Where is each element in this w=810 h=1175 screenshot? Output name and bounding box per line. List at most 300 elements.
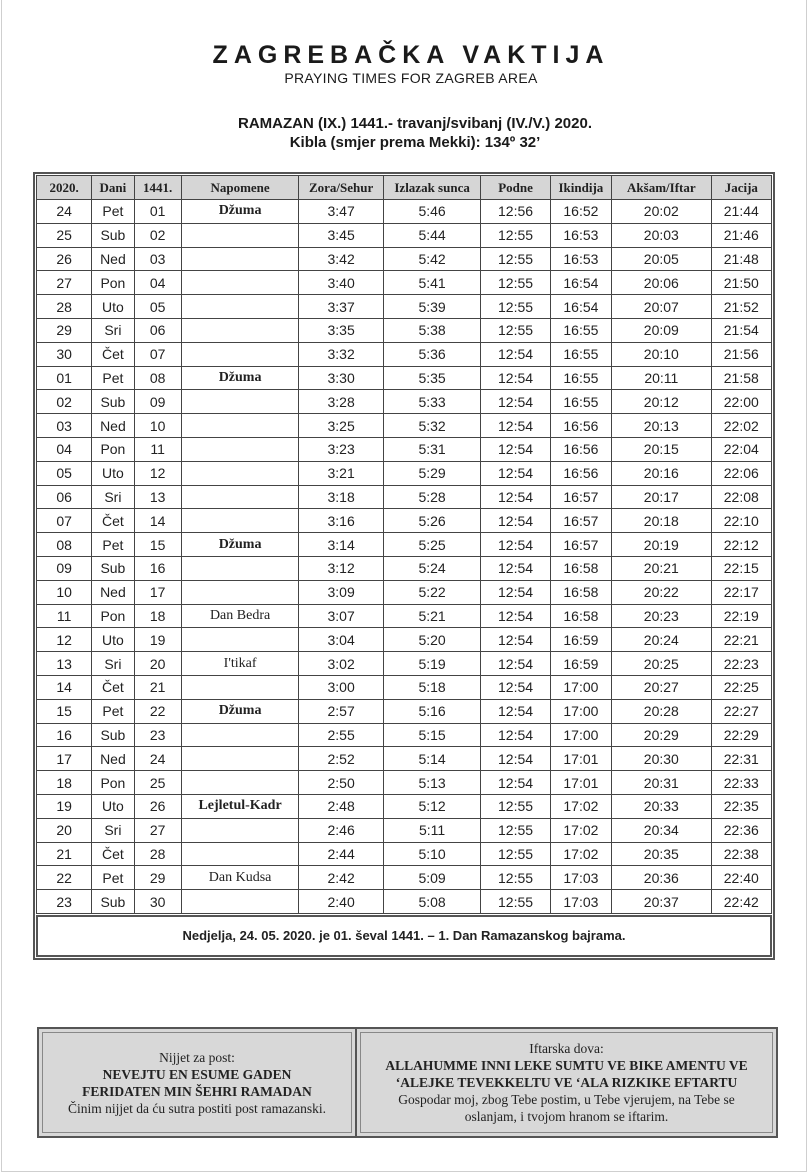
cell-asr: 16:58 [550,556,611,580]
cell-dhuhr: 12:55 [481,271,550,295]
cell-dhuhr: 12:54 [481,437,550,461]
cell-maghrib: 20:36 [612,866,712,890]
cell-isha: 22:06 [711,461,771,485]
column-header-note: Napomene [181,176,299,200]
cell-date-gregorian: 22 [37,866,92,890]
table-row [37,723,772,747]
cell-date-hijri: 21 [134,675,181,699]
cell-asr: 16:57 [550,509,611,533]
cell-maghrib: 20:27 [612,675,712,699]
cell-fajr: 3:14 [299,533,383,557]
table-row [37,580,772,604]
nijjet-arabic-line-2: FERIDATEN MIN ŠEHRI RAMADAN [82,1083,312,1099]
cell-maghrib: 20:06 [612,271,712,295]
qibla-direction: Kibla (smjer prema Mekki): 134º 32’ [289,134,541,151]
cell-asr: 16:56 [550,437,611,461]
cell-date-hijri: 01 [134,200,181,224]
cell-note [181,842,299,866]
cell-fajr: 2:44 [299,842,383,866]
cell-note [181,771,299,795]
page-subtitle: PRAYING TIMES FOR ZAGREB AREA [284,70,538,86]
cell-isha: 22:00 [711,390,771,414]
cell-date-hijri: 20 [134,652,181,676]
cell-fajr: 3:09 [299,580,383,604]
cell-day: Čet [92,342,134,366]
cell-isha: 22:08 [711,485,771,509]
cell-note [181,818,299,842]
cell-dhuhr: 12:54 [481,652,550,676]
nijjet-arabic-line-1: NEVEJTU EN ESUME GADEN [102,1066,292,1082]
iftar-dova-panel [357,1029,776,1136]
cell-date-hijri: 09 [134,390,181,414]
cell-date-hijri: 13 [134,485,181,509]
cell-fajr: 3:07 [299,604,383,628]
table-row [37,390,772,414]
cell-fajr: 2:50 [299,771,383,795]
cell-sunrise: 5:41 [383,271,481,295]
cell-date-gregorian: 21 [37,842,92,866]
cell-date-gregorian: 12 [37,628,92,652]
cell-asr: 16:55 [550,366,611,390]
cell-isha: 22:17 [711,580,771,604]
cell-sunrise: 5:46 [383,200,481,224]
table-row [37,533,772,557]
cell-maghrib: 20:17 [612,485,712,509]
cell-fajr: 3:40 [299,271,383,295]
cell-fajr: 3:23 [299,437,383,461]
cell-maghrib: 20:16 [612,461,712,485]
table-row [37,652,772,676]
cell-day: Uto [92,295,134,319]
cell-note [181,723,299,747]
cell-sunrise: 5:09 [383,866,481,890]
cell-maghrib: 20:34 [612,818,712,842]
column-header-asr: Ikindija [550,176,611,200]
table-row [37,485,772,509]
cell-maghrib: 20:35 [612,842,712,866]
cell-sunrise: 5:35 [383,366,481,390]
cell-date-hijri: 10 [134,414,181,438]
cell-date-gregorian: 17 [37,747,92,771]
cell-asr: 17:00 [550,675,611,699]
cell-day: Pon [92,271,134,295]
column-header-date-hijri: 1441. [134,176,181,200]
cell-day: Sub [92,890,134,914]
cell-isha: 21:44 [711,200,771,224]
cell-fajr: 3:16 [299,509,383,533]
cell-date-hijri: 17 [134,580,181,604]
column-header-sunrise: Izlazak sunca [383,176,481,200]
table-row [37,200,772,224]
cell-maghrib: 20:30 [612,747,712,771]
cell-maghrib: 20:28 [612,699,712,723]
bajram-note: Nedjelja, 24. 05. 2020. je 01. ševal 1441. – 1. Dan Ramazanskog bajrama. [36,915,772,957]
cell-fajr: 2:42 [299,866,383,890]
cell-dhuhr: 12:54 [481,461,550,485]
cell-sunrise: 5:11 [383,818,481,842]
iftar-label: Iftarska dova: [529,1041,604,1056]
cell-day: Pet [92,366,134,390]
cell-isha: 22:33 [711,771,771,795]
cell-maghrib: 20:33 [612,794,712,818]
iftar-arabic-line-1: ALLAHUMME INNI LEKE SUMTU VE BIKE AMENTU VE [385,1058,748,1073]
cell-date-gregorian: 10 [37,580,92,604]
cell-note: Dan Bedra [181,604,299,628]
table-row [37,461,772,485]
nijjet-label: Nijjet za post: [159,1049,235,1065]
cell-date-gregorian: 15 [37,699,92,723]
cell-note [181,890,299,914]
cell-fajr: 2:55 [299,723,383,747]
table-row [37,366,772,390]
cell-fajr: 3:21 [299,461,383,485]
cell-asr: 17:00 [550,699,611,723]
cell-date-hijri: 05 [134,295,181,319]
cell-date-hijri: 06 [134,318,181,342]
cell-note [181,271,299,295]
cell-asr: 17:03 [550,890,611,914]
cell-asr: 16:52 [550,200,611,224]
cell-date-hijri: 24 [134,747,181,771]
cell-fajr: 2:46 [299,818,383,842]
cell-sunrise: 5:16 [383,699,481,723]
cell-maghrib: 20:25 [612,652,712,676]
table-row [37,675,772,699]
column-header-fajr: Zora/Sehur [299,176,383,200]
cell-maghrib: 20:10 [612,342,712,366]
cell-sunrise: 5:18 [383,675,481,699]
cell-isha: 21:52 [711,295,771,319]
cell-note: Dan Kudsa [181,866,299,890]
table-row [37,342,772,366]
table-row [37,247,772,271]
cell-day: Sri [92,818,134,842]
cell-date-gregorian: 19 [37,794,92,818]
column-header-day: Dani [92,176,134,200]
cell-isha: 21:46 [711,223,771,247]
cell-note [181,437,299,461]
cell-note [181,580,299,604]
cell-dhuhr: 12:55 [481,866,550,890]
cell-day: Sri [92,652,134,676]
cell-day: Pon [92,604,134,628]
cell-fajr: 3:30 [299,366,383,390]
cell-date-gregorian: 11 [37,604,92,628]
cell-day: Sri [92,485,134,509]
cell-isha: 22:29 [711,723,771,747]
cell-dhuhr: 12:54 [481,390,550,414]
cell-date-gregorian: 18 [37,771,92,795]
cell-note: Džuma [181,366,299,390]
cell-asr: 16:56 [550,461,611,485]
cell-note: I'tikaf [181,652,299,676]
cell-dhuhr: 12:55 [481,295,550,319]
cell-isha: 22:19 [711,604,771,628]
cell-sunrise: 5:38 [383,318,481,342]
table-row [37,271,772,295]
ramadan-info [0,114,810,152]
cell-day: Pet [92,866,134,890]
cell-asr: 16:55 [550,342,611,366]
page-title: ZAGREBAČKA VAKTIJA [212,41,610,69]
cell-maghrib: 20:18 [612,509,712,533]
prayer-times-table-container [33,172,775,960]
cell-maghrib: 20:31 [612,771,712,795]
cell-isha: 22:25 [711,675,771,699]
cell-asr: 17:01 [550,771,611,795]
cell-date-hijri: 29 [134,866,181,890]
cell-date-gregorian: 02 [37,390,92,414]
table-row [37,628,772,652]
cell-day: Uto [92,461,134,485]
cell-fajr: 3:18 [299,485,383,509]
cell-isha: 22:35 [711,794,771,818]
table-row [37,318,772,342]
cell-sunrise: 5:25 [383,533,481,557]
cell-sunrise: 5:20 [383,628,481,652]
table-row [37,771,772,795]
cell-date-hijri: 02 [134,223,181,247]
cell-fajr: 2:40 [299,890,383,914]
cell-isha: 22:02 [711,414,771,438]
cell-isha: 21:58 [711,366,771,390]
cell-dhuhr: 12:54 [481,747,550,771]
cell-date-gregorian: 24 [37,200,92,224]
cell-dhuhr: 12:55 [481,794,550,818]
cell-day: Pet [92,699,134,723]
cell-sunrise: 5:26 [383,509,481,533]
prayer-times-table [36,175,772,914]
cell-day: Čet [92,842,134,866]
cell-dhuhr: 12:54 [481,509,550,533]
table-row [37,223,772,247]
nijjet-translation: Činim nijjet da ću sutra postiti post ramazanski. [68,1100,326,1116]
cell-sunrise: 5:39 [383,295,481,319]
cell-sunrise: 5:13 [383,771,481,795]
cell-dhuhr: 12:54 [481,675,550,699]
cell-asr: 16:54 [550,295,611,319]
cell-sunrise: 5:36 [383,342,481,366]
cell-date-gregorian: 05 [37,461,92,485]
cell-note [181,675,299,699]
cell-date-gregorian: 26 [37,247,92,271]
cell-day: Sub [92,723,134,747]
table-body [37,200,772,914]
cell-maghrib: 20:11 [612,366,712,390]
cell-date-gregorian: 04 [37,437,92,461]
cell-asr: 17:02 [550,794,611,818]
cell-maghrib: 20:24 [612,628,712,652]
cell-note [181,342,299,366]
cell-dhuhr: 12:55 [481,223,550,247]
cell-day: Pet [92,533,134,557]
cell-asr: 16:57 [550,485,611,509]
cell-sunrise: 5:14 [383,747,481,771]
cell-dhuhr: 12:54 [481,556,550,580]
table-row [37,747,772,771]
cell-asr: 17:02 [550,818,611,842]
cell-day: Pon [92,771,134,795]
cell-maghrib: 20:15 [612,437,712,461]
cell-day: Uto [92,794,134,818]
cell-sunrise: 5:24 [383,556,481,580]
cell-date-gregorian: 07 [37,509,92,533]
cell-dhuhr: 12:54 [481,533,550,557]
cell-sunrise: 5:21 [383,604,481,628]
iftar-arabic-line-2: ‘ALEJKE TEVEKKELTU VE ‘ALA RIZKIKE EFTARTU [395,1075,738,1090]
cell-sunrise: 5:31 [383,437,481,461]
cell-date-gregorian: 13 [37,652,92,676]
cell-dhuhr: 12:54 [481,699,550,723]
cell-sunrise: 5:22 [383,580,481,604]
cell-maghrib: 20:29 [612,723,712,747]
cell-dhuhr: 12:54 [481,723,550,747]
cell-fajr: 3:12 [299,556,383,580]
cell-dhuhr: 12:54 [481,414,550,438]
cell-maghrib: 20:23 [612,604,712,628]
cell-fajr: 2:57 [299,699,383,723]
cell-day: Ned [92,580,134,604]
cell-dhuhr: 12:55 [481,318,550,342]
cell-dhuhr: 12:55 [481,247,550,271]
table-row [37,818,772,842]
cell-date-hijri: 23 [134,723,181,747]
cell-maghrib: 20:02 [612,200,712,224]
duas-box [37,1027,778,1138]
cell-sunrise: 5:44 [383,223,481,247]
cell-sunrise: 5:33 [383,390,481,414]
cell-date-hijri: 14 [134,509,181,533]
cell-asr: 17:02 [550,842,611,866]
cell-isha: 21:48 [711,247,771,271]
cell-date-hijri: 18 [134,604,181,628]
cell-isha: 22:31 [711,747,771,771]
cell-date-hijri: 30 [134,890,181,914]
cell-asr: 17:03 [550,866,611,890]
cell-sunrise: 5:19 [383,652,481,676]
cell-sunrise: 5:08 [383,890,481,914]
cell-asr: 16:58 [550,580,611,604]
cell-day: Pet [92,200,134,224]
cell-isha: 22:23 [711,652,771,676]
cell-date-hijri: 22 [134,699,181,723]
cell-fajr: 3:02 [299,652,383,676]
cell-note [181,223,299,247]
cell-date-gregorian: 29 [37,318,92,342]
cell-fajr: 3:32 [299,342,383,366]
cell-day: Ned [92,247,134,271]
cell-note [181,556,299,580]
iftar-translation-line-2: oslanjam, i tvojom hranom se iftarim. [464,1109,669,1124]
cell-note [181,509,299,533]
cell-sunrise: 5:15 [383,723,481,747]
cell-isha: 22:21 [711,628,771,652]
cell-isha: 22:10 [711,509,771,533]
table-row [37,509,772,533]
cell-note [181,295,299,319]
cell-maghrib: 20:19 [612,533,712,557]
column-header-date-gregorian: 2020. [37,176,92,200]
cell-day: Sub [92,223,134,247]
cell-dhuhr: 12:54 [481,485,550,509]
cell-day: Pon [92,437,134,461]
cell-dhuhr: 12:56 [481,200,550,224]
cell-date-gregorian: 28 [37,295,92,319]
cell-isha: 21:50 [711,271,771,295]
cell-isha: 22:42 [711,890,771,914]
cell-sunrise: 5:28 [383,485,481,509]
cell-date-gregorian: 27 [37,271,92,295]
cell-dhuhr: 12:55 [481,890,550,914]
cell-day: Sub [92,390,134,414]
cell-isha: 22:27 [711,699,771,723]
cell-asr: 16:57 [550,533,611,557]
cell-maghrib: 20:21 [612,556,712,580]
column-header-isha: Jacija [711,176,771,200]
table-row [37,437,772,461]
cell-fajr: 3:35 [299,318,383,342]
cell-sunrise: 5:42 [383,247,481,271]
cell-asr: 17:01 [550,747,611,771]
cell-asr: 16:56 [550,414,611,438]
cell-fajr: 3:00 [299,675,383,699]
cell-date-hijri: 12 [134,461,181,485]
table-row [37,295,772,319]
cell-note [181,461,299,485]
cell-maghrib: 20:12 [612,390,712,414]
iftar-translation-line-1: Gospodar moj, zbog Tebe postim, u Tebe vjerujem, na Tebe se [398,1092,735,1107]
cell-date-hijri: 15 [134,533,181,557]
cell-date-gregorian: 01 [37,366,92,390]
cell-date-gregorian: 30 [37,342,92,366]
table-row [37,866,772,890]
cell-note [181,485,299,509]
cell-date-gregorian: 08 [37,533,92,557]
cell-fajr: 3:42 [299,247,383,271]
cell-date-gregorian: 06 [37,485,92,509]
cell-dhuhr: 12:54 [481,604,550,628]
cell-date-gregorian: 09 [37,556,92,580]
cell-sunrise: 5:32 [383,414,481,438]
cell-date-gregorian: 16 [37,723,92,747]
cell-asr: 16:59 [550,652,611,676]
cell-fajr: 3:45 [299,223,383,247]
cell-maghrib: 20:03 [612,223,712,247]
cell-fajr: 2:48 [299,794,383,818]
cell-asr: 17:00 [550,723,611,747]
cell-isha: 22:12 [711,533,771,557]
cell-sunrise: 5:10 [383,842,481,866]
cell-date-gregorian: 23 [37,890,92,914]
cell-note: Džuma [181,699,299,723]
cell-fajr: 3:25 [299,414,383,438]
cell-note: Lejletul-Kadr [181,794,299,818]
cell-sunrise: 5:12 [383,794,481,818]
cell-dhuhr: 12:55 [481,818,550,842]
cell-dhuhr: 12:54 [481,628,550,652]
cell-asr: 16:55 [550,390,611,414]
cell-date-hijri: 25 [134,771,181,795]
cell-date-hijri: 19 [134,628,181,652]
table-row [37,699,772,723]
cell-day: Čet [92,509,134,533]
cell-date-hijri: 27 [134,818,181,842]
cell-note [181,390,299,414]
cell-maghrib: 20:22 [612,580,712,604]
cell-day: Uto [92,628,134,652]
cell-isha: 22:38 [711,842,771,866]
cell-day: Ned [92,414,134,438]
